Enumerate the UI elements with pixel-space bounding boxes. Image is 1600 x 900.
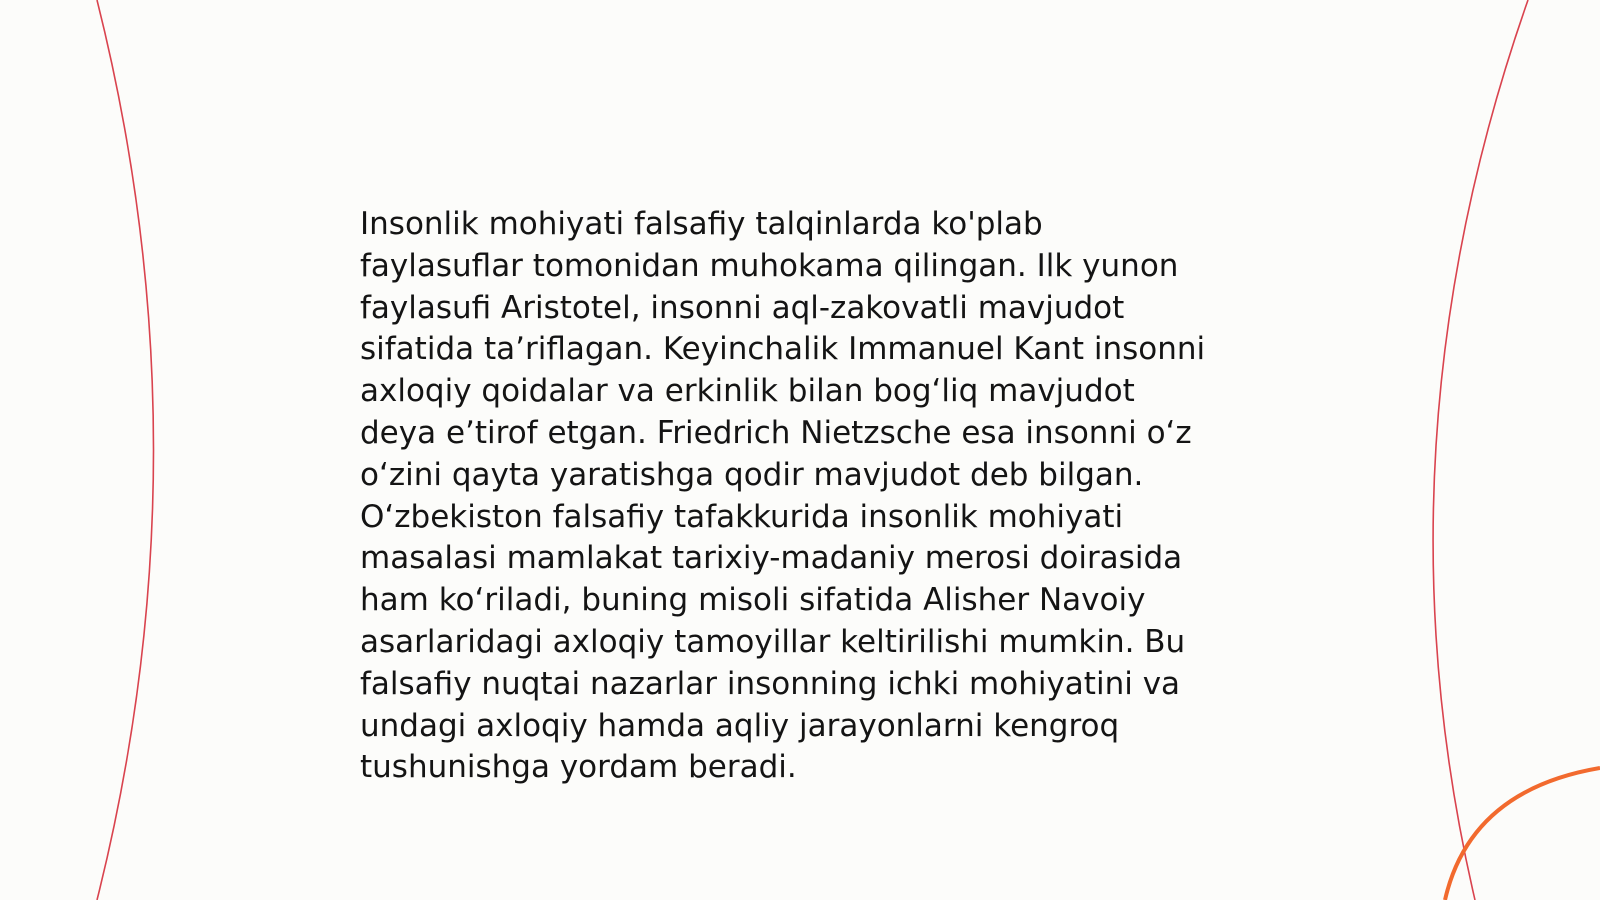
accent-arc bbox=[1445, 768, 1600, 900]
right-curve-line bbox=[1433, 0, 1528, 900]
left-curve-line bbox=[97, 0, 154, 900]
body-paragraph: Insonlik mohiyati falsafiy talqinlarda ko'plab faylasuflar tomonidan muhokama qilingan. Ilk yunon faylasufi Aristotel, insonni aql-zakovatli mavjudot sifatida ta’riflagan. Keyinchalik Immanuel Kant insonni axloqiy qoidalar va erkinlik bilan bog‘liq mavjudot deya e’tirof etgan. Friedrich Nietzsche esa insonni o‘z o‘zini qayta yaratishga qodir mavjudot deb bilgan. O‘zbekiston falsafiy tafakkurida insonlik mohiyati masalasi mamlakat tarixiy-madaniy merosi doirasida ham ko‘riladi, buning misoli sifatida Alisher Navoiy asarlaridagi axloqiy tamoyillar keltirilishi mumkin. Bu falsafiy nuqtai nazarlar insonning ichki mohiyatini va undagi axloqiy hamda aqliy jarayonlarni kengroq tushunishga yordam beradi. bbox=[360, 206, 1206, 786]
